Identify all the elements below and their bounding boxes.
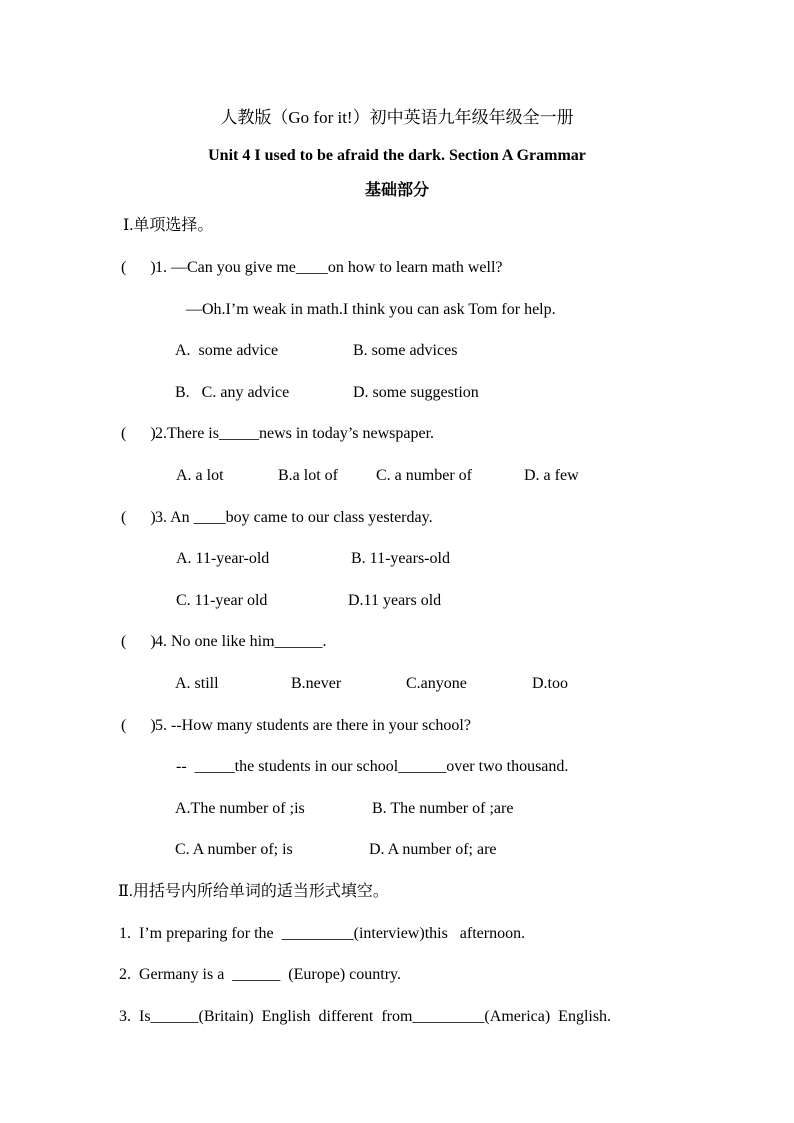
option: A. a lot (176, 467, 224, 484)
option: D. a few (524, 467, 579, 484)
option: D.too (532, 675, 568, 692)
fill-item: 3. Is______(Britain) English different from_________(America) English. (119, 1008, 612, 1025)
part-heading: 基础部分 (364, 182, 429, 199)
option: C. a number of (376, 467, 472, 484)
question-stem: 4. No one like him______. (155, 633, 327, 650)
option: D. some suggestion (353, 384, 479, 401)
question-stem: 5. --How many students are there in your school? (155, 717, 471, 734)
question-stem-line2: -- _____the students in our school______over two thousand. (176, 758, 569, 775)
option: B. The number of ;are (372, 800, 514, 817)
option: D. A number of; are (369, 841, 497, 858)
question-stem: 3. An ____boy came to our class yesterday. (155, 509, 433, 526)
question-stem: 1. —Can you give me____on how to learn math well? (155, 259, 503, 276)
answer-blank: ( ) (121, 717, 156, 734)
answer-blank: ( ) (121, 633, 156, 650)
option: B.never (291, 675, 342, 692)
option: A. 11-year-old (176, 550, 270, 567)
option: B.a lot of (278, 467, 338, 484)
option: C. A number of; is (175, 841, 293, 858)
option: B. 11-years-old (351, 550, 450, 567)
option: D.11 years old (348, 592, 442, 609)
unit-subtitle: Unit 4 I used to be afraid the dark. Section A Grammar (208, 147, 586, 164)
option: C.anyone (406, 675, 467, 692)
section-heading-1: Ⅰ.单项选择。 (123, 217, 214, 234)
page-title: 人教版（Go for it!）初中英语九年级年级全一册 (220, 108, 574, 127)
section-heading-2: Ⅱ.用括号内所给单词的适当形式填空。 (118, 883, 389, 900)
option: B. C. any advice (175, 384, 290, 401)
question-stem: 2.There is_____news in today’s newspaper. (155, 425, 435, 442)
answer-blank: ( ) (121, 509, 156, 526)
option: B. some advices (353, 342, 458, 359)
option: A. some advice (175, 342, 279, 359)
answer-blank: ( ) (121, 259, 156, 276)
answer-blank: ( ) (121, 425, 156, 442)
option: A.The number of ;is (175, 800, 305, 817)
option: A. still (175, 675, 219, 692)
fill-item: 2. Germany is a ______ (Europe) country. (119, 966, 401, 983)
question-stem-line2: —Oh.I’m weak in math.I think you can ask Tom for help. (186, 301, 556, 318)
fill-item: 1. I’m preparing for the _________(interview)this afternoon. (119, 925, 526, 942)
option: C. 11-year old (176, 592, 268, 609)
